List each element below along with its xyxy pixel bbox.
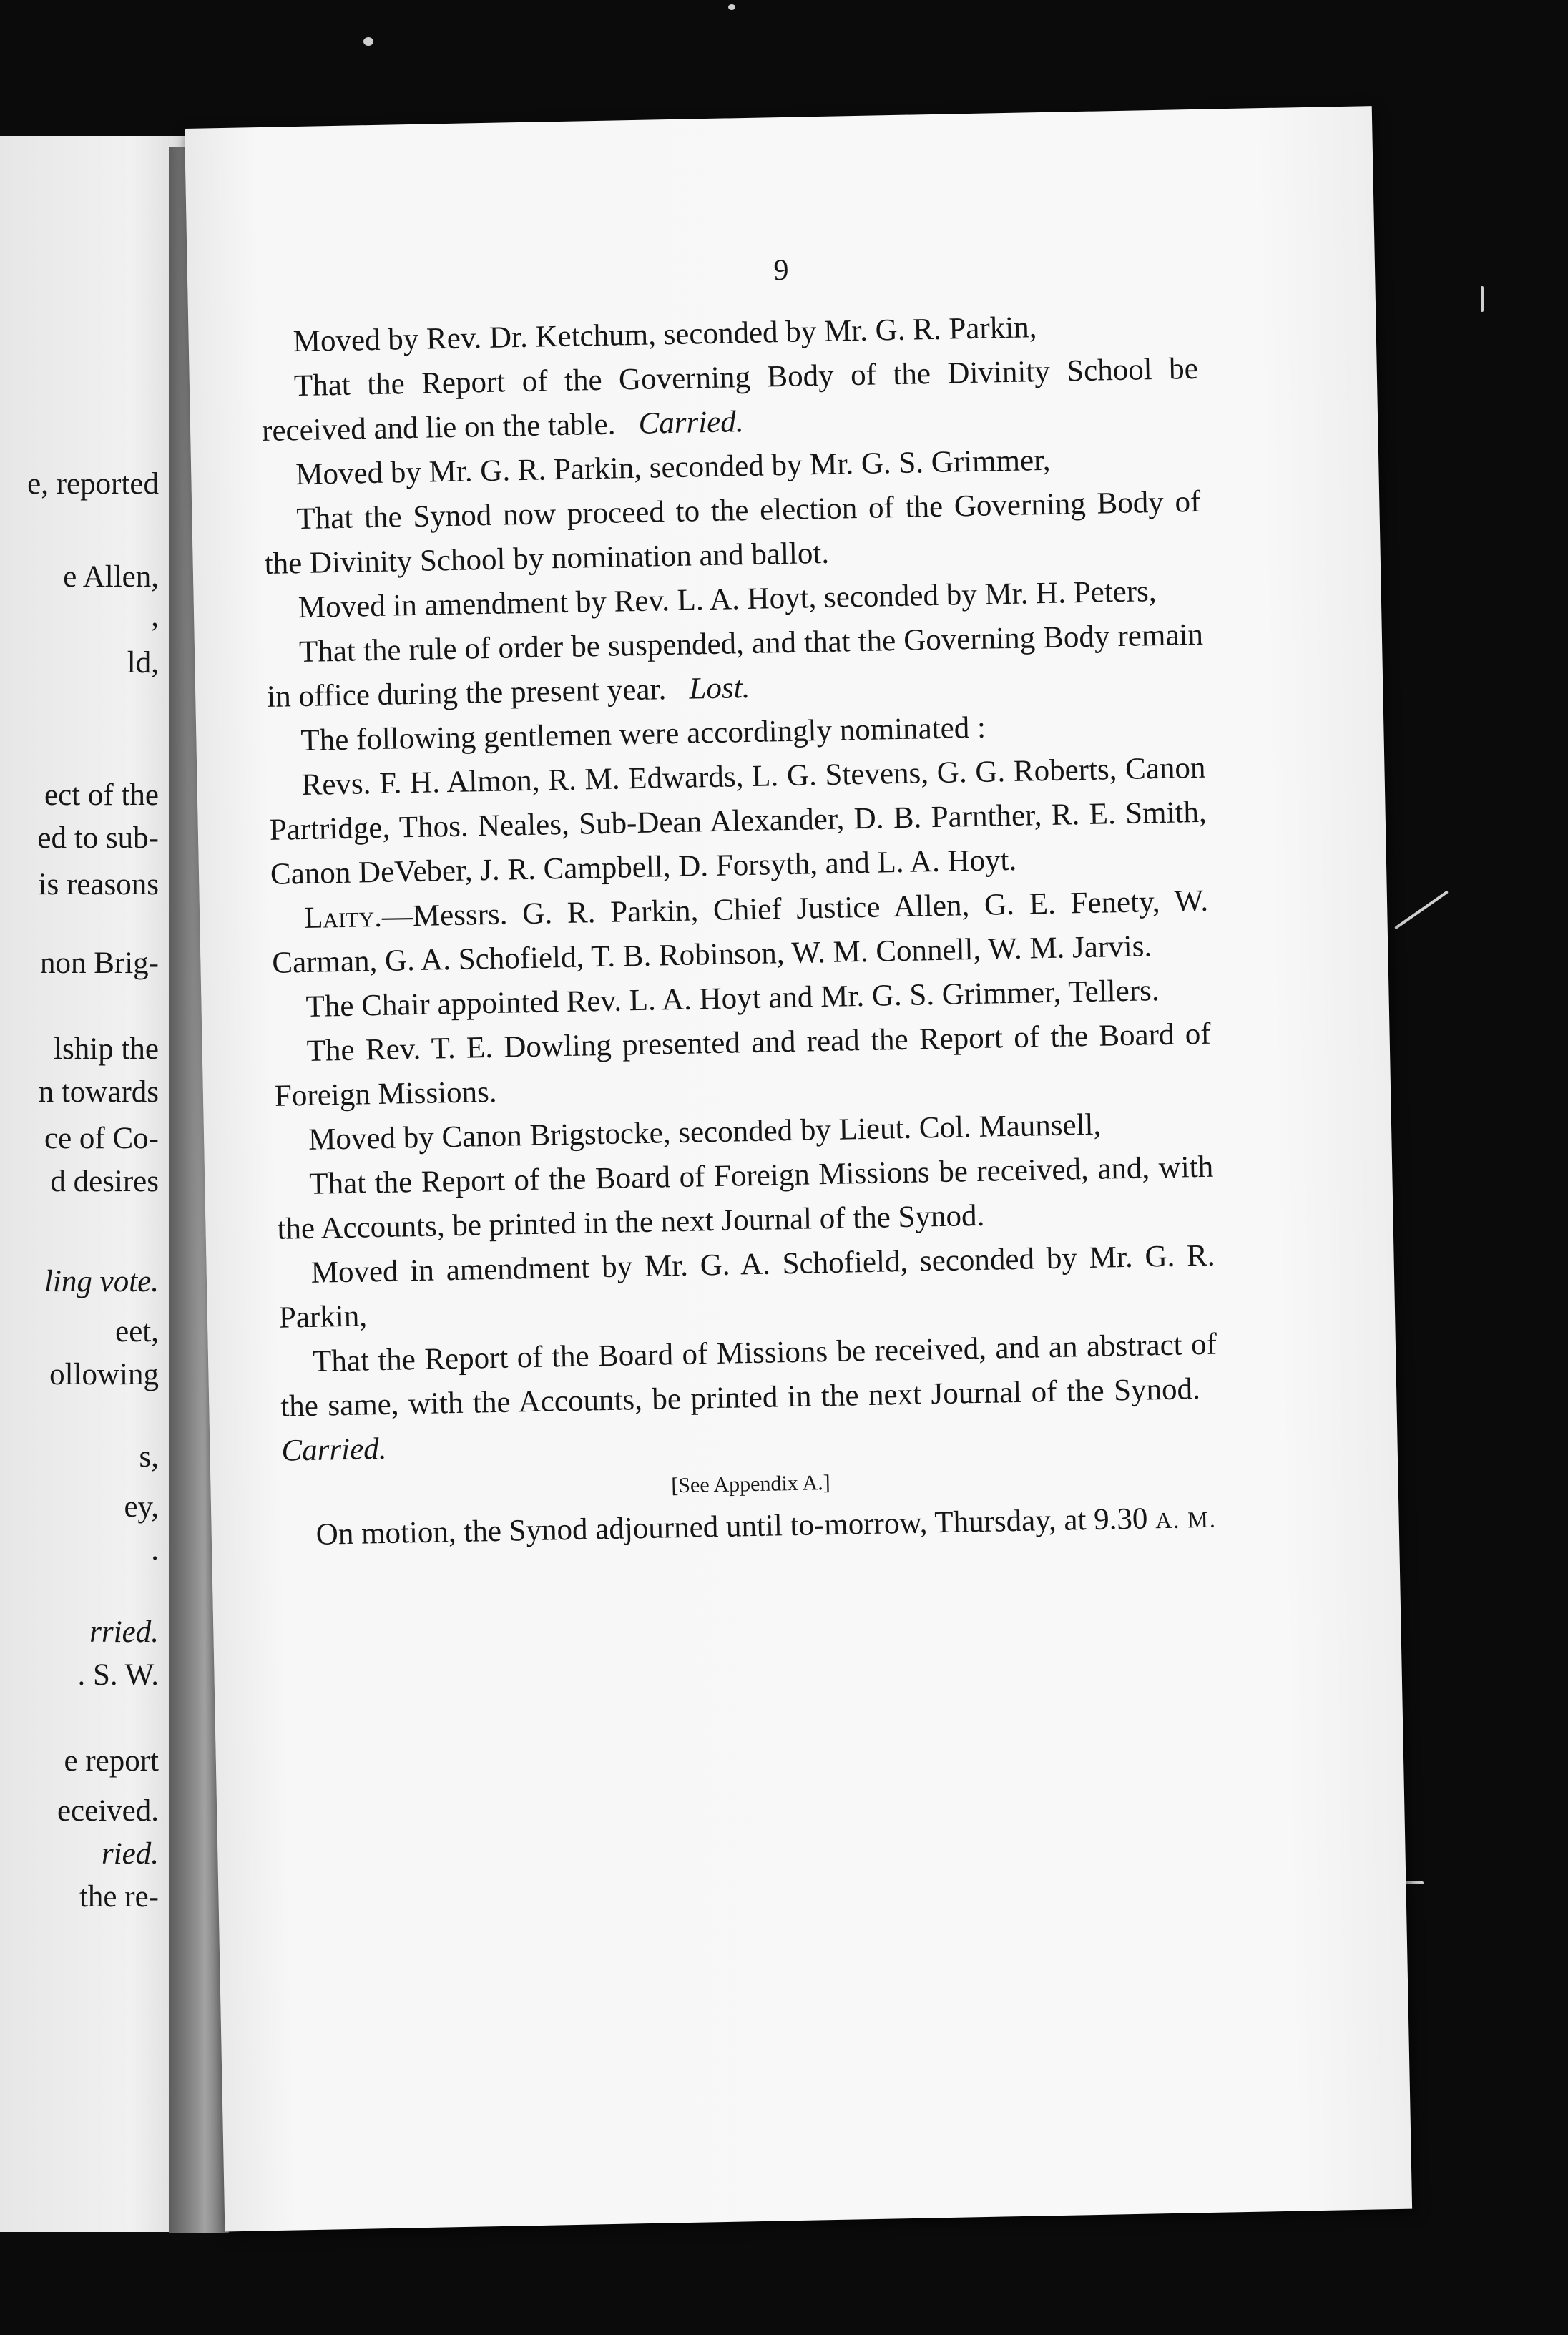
left-page-line-fragment: eet, <box>115 1315 159 1348</box>
page-text <box>260 303 1220 1560</box>
right-page <box>185 106 1412 2231</box>
left-page-line-fragment: e report <box>64 1744 159 1778</box>
paragraph: Moved in amendment by Mr. G. A. Schofield, seconded by Mr. G. R. Parkin, <box>278 1238 1215 1335</box>
appendix-note: [See Appendix A.] <box>670 1471 831 1498</box>
left-page-line-fragment: lship the <box>54 1032 159 1066</box>
left-page-line-fragment: e, reported <box>27 467 159 501</box>
dust-speck <box>1394 891 1449 930</box>
left-page-line-fragment: d desires <box>50 1165 159 1198</box>
left-page-line-fragment: ey, <box>124 1490 159 1524</box>
vote-result: Carried. <box>281 1431 387 1468</box>
left-page-line-fragment: e Allen, <box>63 560 159 594</box>
left-page-line-fragment: ollowing <box>49 1358 159 1391</box>
paragraph: Moved by Mr. G. R. Parkin, seconded by Mr. G. S. Grimmer, <box>295 443 1051 492</box>
paragraph: The following gentlemen were accordingly nominated : <box>300 710 986 758</box>
paragraph: The Rev. T. E. Dowling presented and read the Report of the Board of Foreign Missions. <box>274 1017 1212 1113</box>
page-number: 9 <box>773 253 789 288</box>
left-page-line-fragment: ed to sub- <box>37 821 159 855</box>
left-page-line-fragment: ried. <box>101 1837 159 1871</box>
vote-result: Lost. <box>688 670 750 706</box>
paragraph-text: That the Report of the Governing Body of the Divinity School be received and lie on the table. <box>261 351 1199 448</box>
dust-speck <box>363 37 373 46</box>
left-page-line-fragment: . S. W. <box>77 1658 159 1692</box>
paragraph: That the Synod now proceed to the election of the Governing Body of the Divinity School by nomination and ballot. <box>264 484 1201 581</box>
paragraph: Moved by Canon Brigstocke, seconded by Lieut. Col. Maunsell, <box>308 1107 1102 1157</box>
left-page-line-fragment: s, <box>139 1440 159 1474</box>
left-page-line-fragment: . <box>151 1533 159 1567</box>
left-page-line-fragment: , <box>151 599 159 633</box>
dust-speck <box>728 4 735 10</box>
paragraph: Moved in amendment by Rev. L. A. Hoyt, seconded by Mr. H. Peters, <box>298 574 1157 625</box>
left-page-line-fragment: ce of Co- <box>44 1122 159 1155</box>
paragraph-text: That the rule of order be suspended, and that the Governing Body remain in office during the present year. <box>266 617 1204 714</box>
left-page-line-fragment: n towards <box>38 1075 159 1109</box>
paragraph: That the Report of the Board of Foreign Missions be received, and, with the Accounts, be printed in the next Journal of the Synod. <box>277 1150 1214 1246</box>
left-page-line-fragment: ect of the <box>44 778 159 812</box>
time-suffix: A. M. <box>1155 1506 1217 1534</box>
paragraph-text: —Messrs. G. R. Parkin, Chief Justice Allen, G. E. Fenety, W. Carman, G. A. Schofield, T. B. Robinson, W. M. Connell, W. M. Jarvis. <box>271 883 1209 980</box>
left-page-line-fragment: is reasons <box>38 868 159 901</box>
left-page-line-fragment: non Brig- <box>39 946 159 980</box>
dust-speck <box>1481 286 1484 312</box>
clergy-nominees: Revs. F. H. Almon, R. M. Edwards, L. G. Stevens, G. G. Roberts, Canon Partridge, Thos. Neales, Sub-Dean Alexander, D. B. Parnther, R. E. Smith, Canon DeVeber, J. R. Campbell, D. Forsyth, and L. A. Hoyt. <box>269 750 1207 891</box>
paragraph: The Chair appointed Rev. L. A. Hoyt and Mr. G. S. Grimmer, Tellers. <box>305 974 1160 1024</box>
left-page-line-fragment: ling vote. <box>44 1265 159 1298</box>
left-page-line-fragment: the re- <box>79 1880 159 1914</box>
left-page-line-fragment: eceived. <box>57 1794 159 1828</box>
vote-result: Carried. <box>638 405 744 441</box>
laity-label: Laity. <box>303 899 383 935</box>
left-page-line-fragment: rried. <box>89 1615 159 1649</box>
paragraph-text: That the Report of the Board of Missions be received, and an abstract of the same, with the Accounts, be printed in the next Journal of the Synod. <box>280 1327 1217 1424</box>
paragraph <box>280 1323 1219 1474</box>
paragraph-text: On motion, the Synod adjourned until to-morrow, Thursday, at 9.30 <box>315 1502 1148 1552</box>
paragraph: Moved by Rev. Dr. Ketchum, seconded by Mr. G. R. Parkin, <box>293 310 1037 359</box>
left-page-line-fragment: ld, <box>127 646 159 680</box>
